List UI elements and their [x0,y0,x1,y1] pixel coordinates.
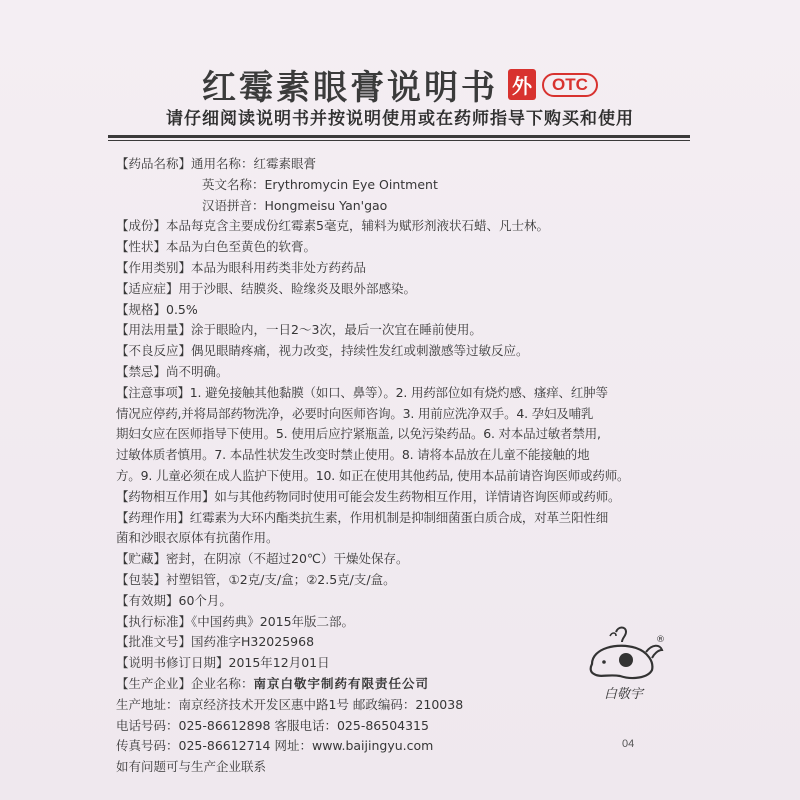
header-rule-thick [108,135,690,138]
standard-section: 【执行标准】《中国药典》2015年版二部。 [116,613,355,629]
precautions-line-1: 【注意事项】1. 避免接触其他黏膜（如口、鼻等）。2. 用药部位如有烧灼感、瘙痒、红肿等 [116,384,608,400]
approval-section: 【批准文号】国药准字H32025968 [116,634,315,650]
drug-name-pinyin: 汉语拼音：Hongmeisu Yan'gao [202,197,388,213]
document-subtitle: 请仔细阅读说明书并按说明使用或在药师指导下购买和使用 [166,109,634,129]
composition-section: 【成份】本品每克含主要成份红霉素5毫克，辅料为赋形剂液状石蜡、凡士林。 [116,218,549,234]
adverse-reaction-section: 【不良反应】偶见眼睛疼痛，视力改变，持续性发红或刺激感等过敏反应。 [116,343,529,359]
otc-badge: OTC [542,73,598,97]
revision-date-section: 【说明书修订日期】2015年12月01日 [116,655,330,671]
precautions-line-3: 期妇女应在医师指导下使用。5. 使用后应拧紧瓶盖, 以免污染药品。6. 对本品过敏者禁用, [116,426,601,442]
page-number: 04 [622,738,635,750]
precautions-line-2: 情况应停药,并将局部药物洗净，必要时向医师咨询。3. 用前应洗净双手。4. 孕妇及哺乳 [116,405,594,421]
manufacturer-label: 【生产企业】企业名称： [116,675,254,691]
storage-section: 【贮藏】密封，在阴凉（不超过20℃）干燥处保存。 [116,551,409,567]
package-section: 【包装】衬塑铝管，①2克/支/盒；②2.5克/支/盒。 [116,571,396,587]
precautions-line-5: 方。9. 儿童必须在成人监护下使用。10. 如正在使用其他药品, 使用本品前请咨询医师或药师。 [116,467,630,483]
spec-section: 【规格】0.5% [116,301,198,317]
drug-name-section [116,154,690,175]
manufacturer-name: 南京白敬宇制药有限责任公司 [253,675,430,691]
precautions-line-4: 过敏体质者慎用。7. 本品性状发生改变时禁止使用。8. 请将本品放在儿童不能接触的地 [116,447,590,463]
address-line: 生产地址：南京经济技术开发区惠中路1号 邮政编码：210038 [116,696,464,712]
title-row [0,60,800,109]
external-use-badge: 外 [508,69,536,100]
baijingyu-whale-logo-icon [582,622,668,708]
drug-name-common: 通用名称：红霉素眼膏 [191,156,317,171]
contraindication-section: 【禁忌】尚不明确。 [116,363,229,379]
contact-note: 如有问题可与生产企业联系 [116,759,267,775]
logo-text: 白敬宇 [604,687,644,702]
phone-line: 电话号码：025-86612898 客服电话：025-86504315 [116,717,429,733]
document-title: 红霉素眼膏说明书 [202,68,499,108]
interaction-section: 【药物相互作用】如与其他药物同时使用可能会发生药物相互作用，详情请咨询医师或药师。 [116,488,621,504]
registered-mark: ® [656,635,665,645]
pharmacology-line-1: 【药理作用】红霉素为大环内酯类抗生素，作用机制是抑制细菌蛋白质合成，对革兰阳性细 [116,509,609,525]
appearance-section: 【性状】本品为白色至黄色的软膏。 [116,239,317,255]
drug-name-label: 【药品名称】 [116,156,192,171]
drug-name-english: 英文名称：Erythromycin Eye Ointment [202,176,438,192]
validity-section: 【有效期】60个月。 [116,592,232,608]
category-section: 【作用类别】本品为眼科用药类非处方药药品 [116,259,367,275]
indication-section: 【适应症】用于沙眼、结膜炎、睑缘炎及眼外部感染。 [116,280,417,296]
pharmacology-line-2: 菌和沙眼衣原体有抗菌作用。 [116,530,279,546]
dosage-section: 【用法用量】涂于眼睑内，一日2～3次，最后一次宜在睡前使用。 [116,322,482,338]
fax-line: 传真号码：025-86612714 网址：www.baijingyu.com [116,738,434,754]
header-rule-thin [108,140,690,141]
